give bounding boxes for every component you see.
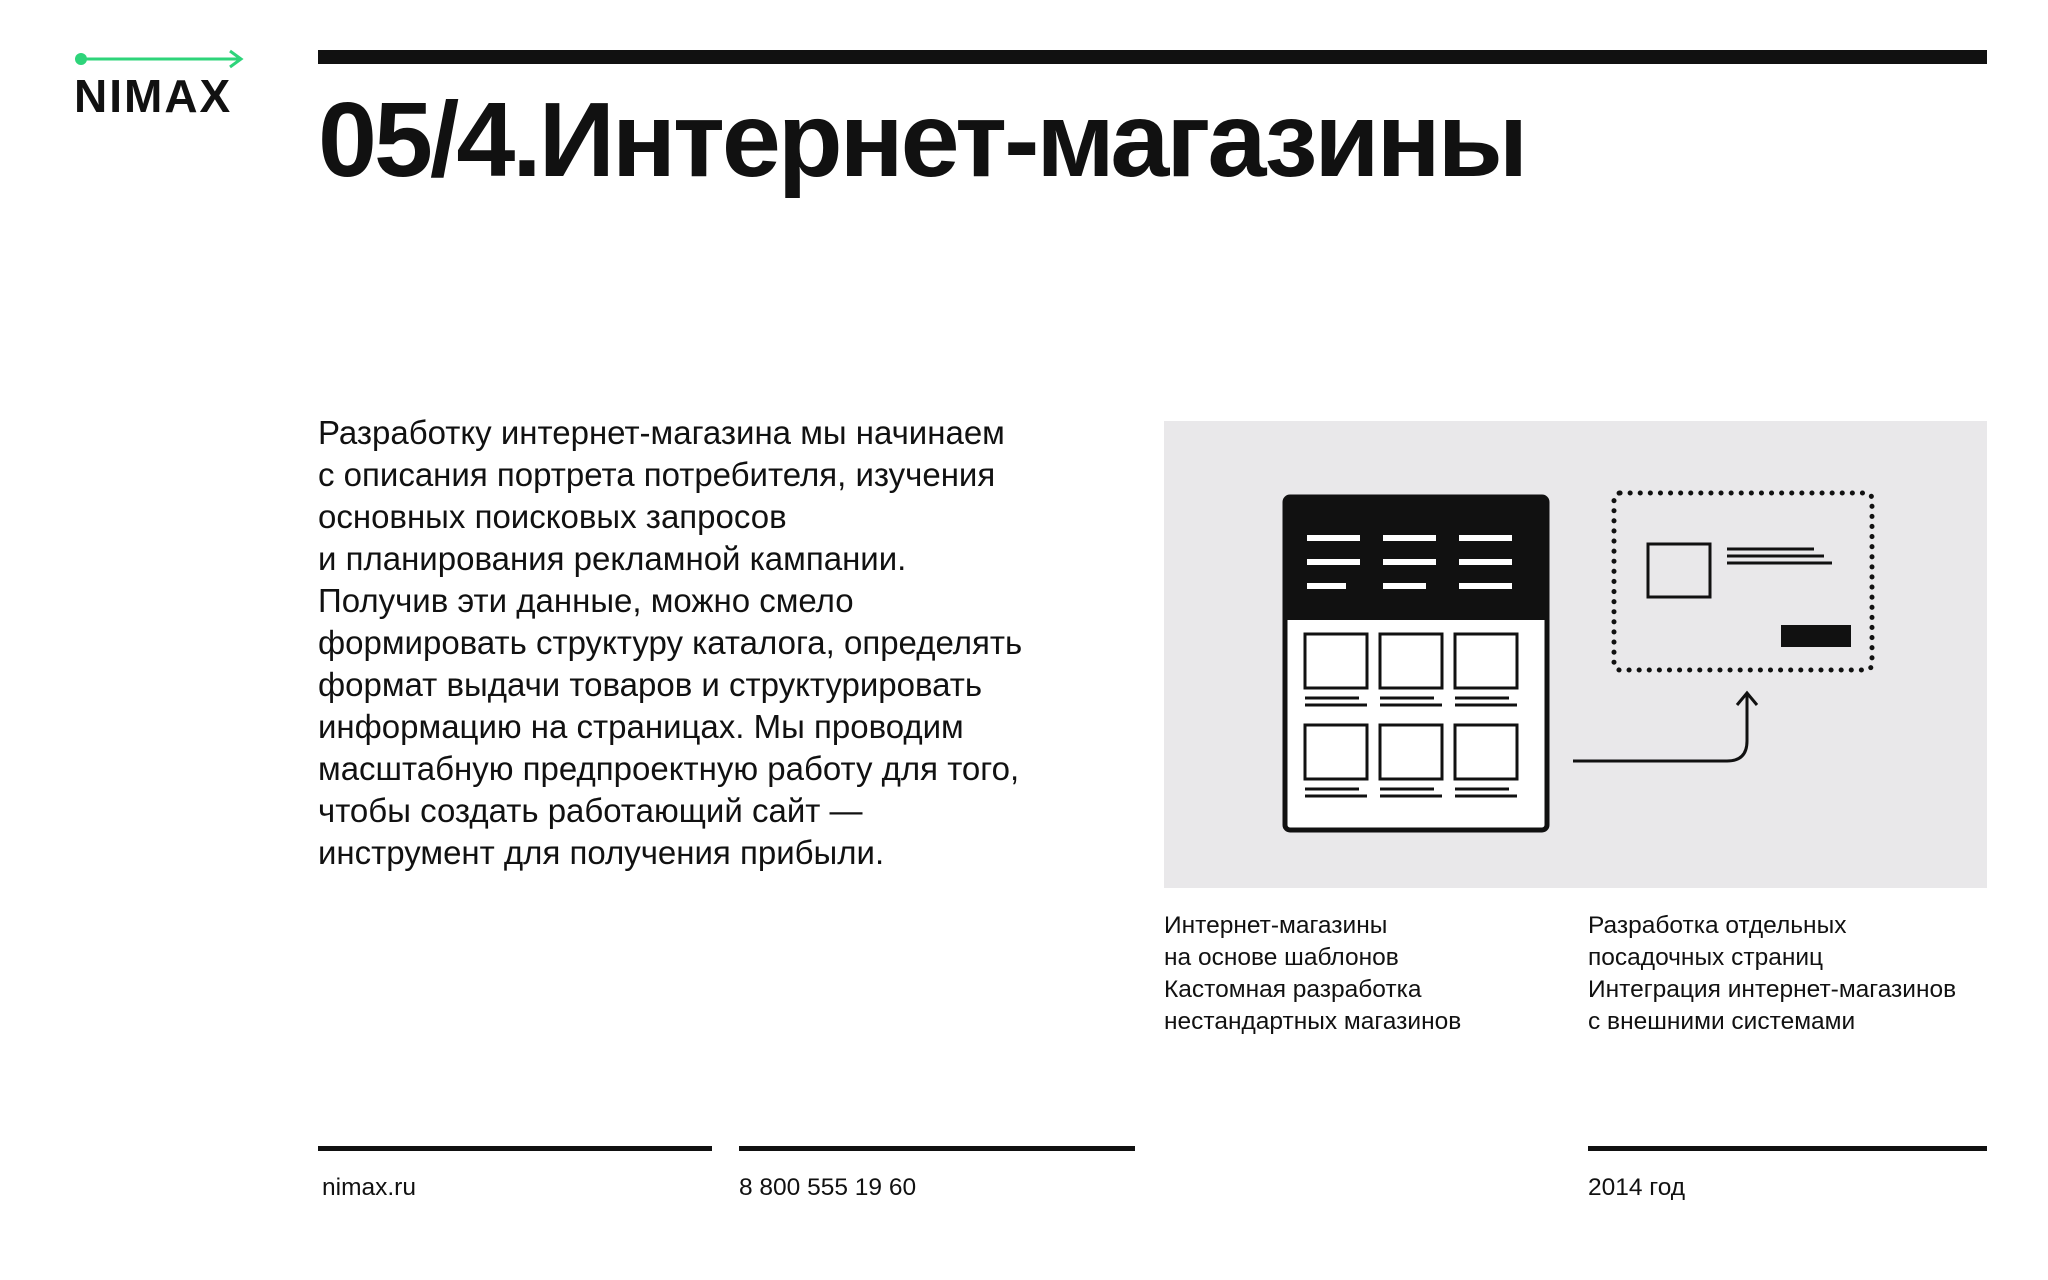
intro-line: и планирования рекламной кампании. — [318, 540, 907, 577]
intro-paragraph — [318, 412, 1118, 874]
header-rule — [318, 50, 1987, 64]
footer-site-link[interactable]: nimax.ru — [322, 1174, 416, 1201]
intro-line: инструмент для получения прибыли. — [318, 834, 885, 871]
ecommerce-illustration — [1164, 421, 1987, 888]
services-list-left — [1164, 910, 1461, 1038]
intro-line: формат выдачи товаров и структурировать — [318, 666, 983, 703]
page-title: 05/4.Интернет-магазины — [318, 81, 1526, 199]
catalog-page-icon — [1285, 497, 1547, 830]
intro-line: информацию на страницах. Мы проводим — [318, 708, 964, 745]
list-item: Разработка отдельных — [1588, 912, 1847, 939]
list-item: нестандартных магазинов — [1164, 1008, 1462, 1035]
list-item: Интернет-магазины — [1164, 912, 1388, 939]
footer-rule-site — [318, 1146, 712, 1151]
list-item: с внешними системами — [1588, 1008, 1856, 1035]
nimax-logo — [74, 48, 246, 122]
intro-line: чтобы создать работающий сайт — — [318, 792, 863, 829]
landing-page-icon — [1614, 493, 1872, 670]
services-list-right — [1588, 910, 1956, 1038]
arrow-right-icon — [74, 48, 246, 72]
logo-wordmark: NIMAX — [74, 70, 233, 122]
list-item: Кастомная разработка — [1164, 976, 1422, 1003]
list-item: Интеграция интернет-магазинов — [1588, 976, 1957, 1003]
intro-line: масштабную предпроектную работу для того, — [318, 750, 1020, 787]
intro-line: формировать структуру каталога, определять — [318, 624, 1023, 661]
intro-line: Разработку интернет-магазина мы начинаем — [318, 414, 1005, 451]
connector-arrow-icon — [1573, 693, 1757, 761]
list-item: посадочных страниц — [1588, 944, 1824, 971]
intro-line: основных поисковых запросов — [318, 498, 787, 535]
illustration-canvas — [1164, 421, 1987, 888]
footer-year: 2014 год — [1588, 1174, 1686, 1201]
intro-line: Получив эти данные, можно смело — [318, 582, 854, 619]
footer-rule-phone — [739, 1146, 1135, 1151]
footer-phone: 8 800 555 19 60 — [739, 1174, 917, 1201]
list-item: на основе шаблонов — [1164, 944, 1399, 971]
intro-line: с описания портрета потребителя, изучения — [318, 456, 996, 493]
footer-rule-year — [1588, 1146, 1987, 1151]
